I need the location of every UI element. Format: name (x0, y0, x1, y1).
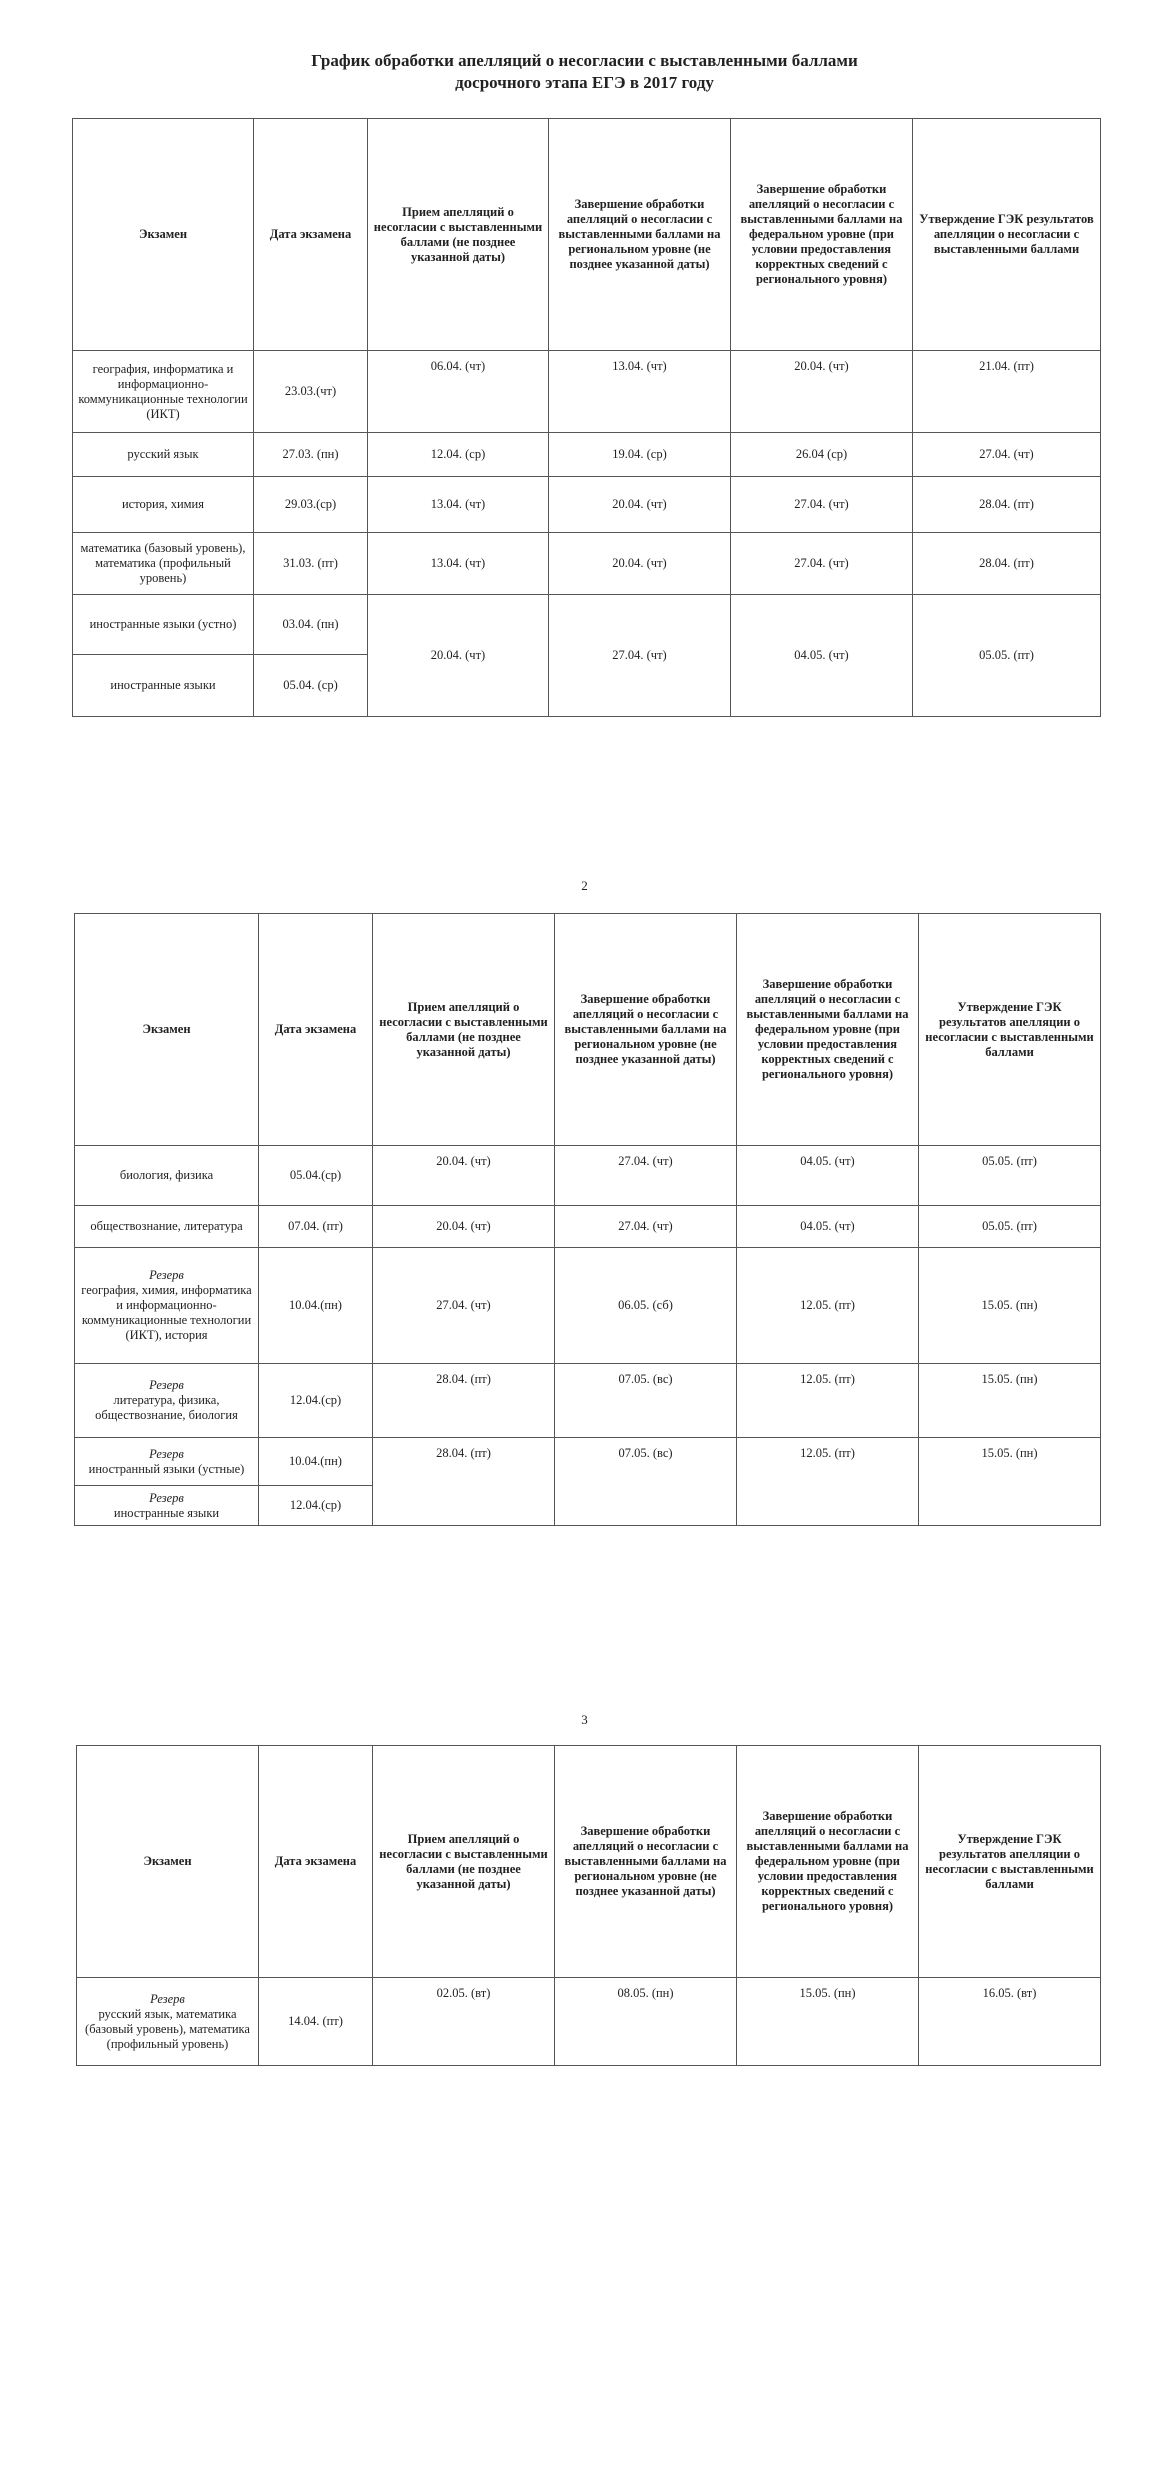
header-exam: Экзамен (73, 119, 254, 351)
schedule-table-3 (76, 1745, 1101, 2066)
federal-cell: 12.05. (пт) (737, 1438, 919, 1526)
exam-cell: обществознание, литература (75, 1206, 259, 1248)
table-row (73, 595, 1101, 655)
header-federal: Завершение обработки апелляций о несогласии с выставленными баллами на федеральном уровне (при условии предоставления корректных сведений с регионального уровня) (737, 1746, 919, 1978)
federal-cell: 15.05. (пн) (737, 1978, 919, 2066)
exam-cell: математика (базовый уровень), математика (профильный уровень) (73, 533, 254, 595)
header-exam: Экзамен (75, 914, 259, 1146)
regional-cell: 07.05. (вс) (555, 1364, 737, 1438)
date-cell: 31.03. (пт) (254, 533, 368, 595)
table-row (75, 1364, 1101, 1438)
approval-cell: 27.04. (чт) (913, 433, 1101, 477)
reserve-label: Резерв (149, 1446, 184, 1461)
federal-cell: 12.05. (пт) (737, 1364, 919, 1438)
reserve-label: Резерв (149, 1490, 184, 1505)
exam-cell: иностранные языки (устно) (73, 595, 254, 655)
exam-subjects: иностранный языки (устные) (88, 1461, 245, 1476)
approval-cell: 15.05. (пн) (919, 1438, 1101, 1526)
header-regional: Завершение обработки апелляций о несогласии с выставленными баллами на региональном уровне (не позднее указанной даты) (555, 914, 737, 1146)
header-regional: Завершение обработки апелляций о несогласии с выставленными баллами на региональном уровне (не позднее указанной даты) (555, 1746, 737, 1978)
table-row (73, 477, 1101, 533)
date-cell: 05.04.(ср) (259, 1146, 373, 1206)
federal-cell: 27.04. (чт) (731, 533, 913, 595)
regional-cell: 06.05. (сб) (555, 1248, 737, 1364)
approval-cell: 16.05. (вт) (919, 1978, 1101, 2066)
accept-cell: 20.04. (чт) (373, 1146, 555, 1206)
date-cell: 10.04.(пн) (259, 1438, 373, 1486)
federal-cell: 04.05. (чт) (731, 595, 913, 717)
federal-cell: 26.04 (ср) (731, 433, 913, 477)
approval-cell: 15.05. (пн) (919, 1364, 1101, 1438)
federal-cell: 27.04. (чт) (731, 477, 913, 533)
accept-cell: 13.04. (чт) (368, 477, 549, 533)
table-row (75, 1438, 1101, 1486)
header-accept: Прием апелляций о несогласии с выставленными баллами (не позднее указанной даты) (373, 1746, 555, 1978)
accept-cell: 20.04. (чт) (368, 595, 549, 717)
federal-cell: 04.05. (чт) (737, 1206, 919, 1248)
federal-cell: 12.05. (пт) (737, 1248, 919, 1364)
date-cell: 03.04. (пн) (254, 595, 368, 655)
header-date: Дата экзамена (259, 1746, 373, 1978)
header-exam: Экзамен (77, 1746, 259, 1978)
date-cell: 12.04.(ср) (259, 1364, 373, 1438)
title-line-2: досрочного этапа ЕГЭ в 2017 году (455, 73, 714, 92)
header-federal: Завершение обработки апелляций о несогласии с выставленными баллами на федеральном уровне (при условии предоставления корректных сведений с регионального уровня) (731, 119, 913, 351)
header-accept: Прием апелляций о несогласии с выставленными баллами (не позднее указанной даты) (373, 914, 555, 1146)
header-row (73, 119, 1101, 351)
date-cell: 10.04.(пн) (259, 1248, 373, 1364)
accept-cell: 27.04. (чт) (373, 1248, 555, 1364)
regional-cell: 07.05. (вс) (555, 1438, 737, 1526)
date-cell: 27.03. (пн) (254, 433, 368, 477)
reserve-label: Резерв (150, 1991, 185, 2006)
regional-cell: 20.04. (чт) (549, 533, 731, 595)
exam-cell (75, 1438, 259, 1486)
table-row (77, 1978, 1101, 2066)
schedule-table-2 (74, 913, 1101, 1526)
approval-cell: 05.05. (пт) (919, 1206, 1101, 1248)
accept-cell: 28.04. (пт) (373, 1364, 555, 1438)
table-row (73, 433, 1101, 477)
header-regional: Завершение обработки апелляций о несогласии с выставленными баллами на региональном уровне (не позднее указанной даты) (549, 119, 731, 351)
header-date: Дата экзамена (254, 119, 368, 351)
regional-cell: 08.05. (пн) (555, 1978, 737, 2066)
exam-cell (75, 1248, 259, 1364)
approval-cell: 21.04. (пт) (913, 351, 1101, 433)
accept-cell: 06.04. (чт) (368, 351, 549, 433)
exam-subjects: русский язык, математика (базовый уровень), математика (профильный уровень) (85, 2006, 250, 2051)
schedule-table-1 (72, 118, 1101, 717)
page-number: 2 (581, 878, 588, 893)
header-approval: Утверждение ГЭК результатов апелляции о несогласии с выставленными баллами (913, 119, 1101, 351)
header-accept: Прием апелляций о несогласии с выставленными баллами (не позднее указанной даты) (368, 119, 549, 351)
regional-cell: 20.04. (чт) (549, 477, 731, 533)
page-number: 3 (581, 1712, 588, 1727)
date-cell: 14.04. (пт) (259, 1978, 373, 2066)
header-approval: Утверждение ГЭК результатов апелляции о несогласии с выставленными баллами (919, 914, 1101, 1146)
exam-subjects: иностранные языки (113, 1505, 220, 1520)
accept-cell: 20.04. (чт) (373, 1206, 555, 1248)
page-title (0, 50, 1169, 94)
exam-cell: иностранные языки (73, 655, 254, 717)
header-date: Дата экзамена (259, 914, 373, 1146)
accept-cell: 28.04. (пт) (373, 1438, 555, 1526)
accept-cell: 13.04. (чт) (368, 533, 549, 595)
regional-cell: 27.04. (чт) (555, 1146, 737, 1206)
reserve-label: Резерв (149, 1378, 184, 1392)
regional-cell: 27.04. (чт) (555, 1206, 737, 1248)
date-cell: 07.04. (пт) (259, 1206, 373, 1248)
reserve-label: Резерв (149, 1268, 184, 1282)
accept-cell: 02.05. (вт) (373, 1978, 555, 2066)
table-row (75, 1206, 1101, 1248)
title-line-1: График обработки апелляций о несогласии с выставленными баллами (311, 51, 858, 70)
date-cell: 23.03.(чт) (254, 351, 368, 433)
approval-cell: 05.05. (пт) (919, 1146, 1101, 1206)
table-row (75, 1248, 1101, 1364)
header-federal: Завершение обработки апелляций о несогласии с выставленными баллами на федеральном уровне (при условии предоставления корректных сведений с регионального уровня) (737, 914, 919, 1146)
regional-cell: 13.04. (чт) (549, 351, 731, 433)
federal-cell: 20.04. (чт) (731, 351, 913, 433)
date-cell: 29.03.(ср) (254, 477, 368, 533)
exam-cell (75, 1486, 259, 1526)
table-row (73, 533, 1101, 595)
exam-cell: история, химия (73, 477, 254, 533)
exam-subjects: география, химия, информатика и информационно-коммуникационные технологии (ИКТ), история (81, 1283, 252, 1342)
accept-cell: 12.04. (ср) (368, 433, 549, 477)
approval-cell: 05.05. (пт) (913, 595, 1101, 717)
date-cell: 12.04.(ср) (259, 1486, 373, 1526)
federal-cell: 04.05. (чт) (737, 1146, 919, 1206)
table-row (75, 1146, 1101, 1206)
exam-cell: география, информатика и информационно-коммуникационные технологии (ИКТ) (73, 351, 254, 433)
exam-cell (77, 1978, 259, 2066)
approval-cell: 28.04. (пт) (913, 533, 1101, 595)
regional-cell: 19.04. (ср) (549, 433, 731, 477)
date-cell: 05.04. (ср) (254, 655, 368, 717)
regional-cell: 27.04. (чт) (549, 595, 731, 717)
exam-subjects: литература, физика, обществознание, биология (95, 1393, 238, 1422)
table-row (73, 351, 1101, 433)
approval-cell: 28.04. (пт) (913, 477, 1101, 533)
exam-cell: биология, физика (75, 1146, 259, 1206)
header-approval: Утверждение ГЭК результатов апелляции о несогласии с выставленными баллами (919, 1746, 1101, 1978)
approval-cell: 15.05. (пн) (919, 1248, 1101, 1364)
exam-cell: русский язык (73, 433, 254, 477)
header-row (75, 914, 1101, 1146)
header-row (77, 1746, 1101, 1978)
exam-cell (75, 1364, 259, 1438)
